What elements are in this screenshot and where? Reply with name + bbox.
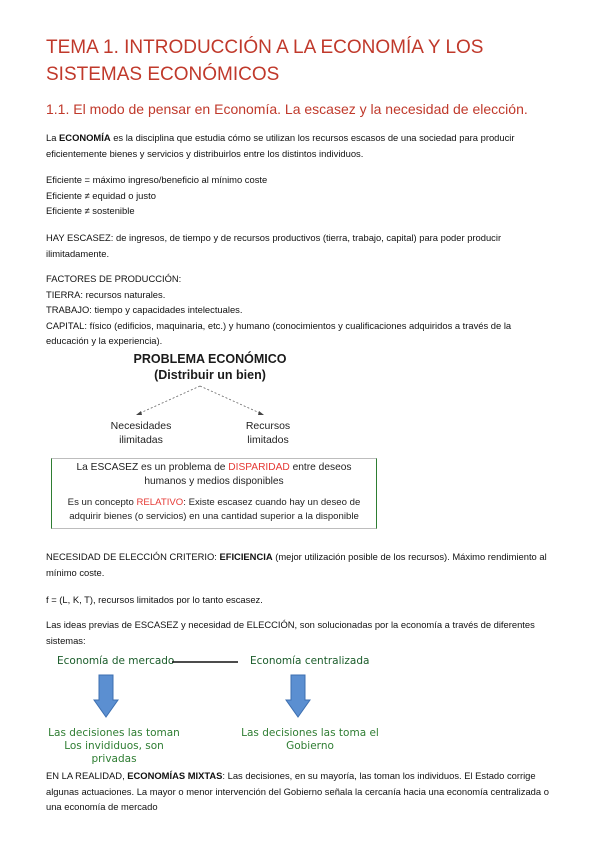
document-title: TEMA 1. INTRODUCCIÓN A LA ECONOMÍA Y LOS SISTEMAS ECONÓMICOS [46, 37, 484, 85]
factores-heading: FACTORES DE PRODUCCIÓN: [46, 273, 182, 284]
definition-item: Eficiente ≠ equidad o justo [46, 189, 156, 201]
intro-paragraph: La ECONOMÍA es la disciplina que estudia cómo se utilizan los recursos escasos de una sociedad para producir eficientemente bienes y servicios y distribuirlos entre los distintos individuos. [46, 132, 515, 159]
factor-item: TRABAJO: tiempo y capacidades intelectuales. [46, 304, 243, 315]
escasez-paragraph: HAY ESCASEZ: de ingresos, de tiempo y de recursos productivos (tierra, trabajo, capital) para poder producir ilimitadamente. [46, 232, 502, 259]
necesidad-paragraph: NECESIDAD DE ELECCIÓN CRITERIO: EFICIENCIA (mejor utilización posible de los recursos). Máximo rendimiento al mínimo coste. [46, 551, 547, 578]
diagram-branch-arrows [100, 384, 300, 420]
escasez-box: La ESCASEZ es un problema de DISPARIDAD entre deseos humanos y medios disponibles Es un concepto RELATIVO: Existe escasez cuando hay un deseo de adquirir bienes (o servicios) en una cantidad superior a la disponible [51, 458, 377, 529]
necesidades-label: Necesidades ilimitadas [110, 420, 172, 446]
definition-item: Eficiente ≠ sostenible [46, 205, 135, 216]
formula-line: f = (L, K, T), recursos limitados por lo tanto escasez. [46, 594, 263, 605]
economia-term: ECONOMÍA [59, 132, 111, 143]
section-subtitle: 1.1. El modo de pensar en Economía. La escasez y la necesidad de elección. [46, 101, 528, 117]
centralizada-description: Las decisiones las toma el Gobierno [241, 727, 379, 752]
factor-item: TIERRA: recursos naturales. [46, 288, 166, 300]
definitions-list [46, 172, 556, 219]
systems-connector-line [172, 660, 238, 664]
diagram-title: PROBLEMA ECONÓMICO (Distribuir un bien) [133, 352, 287, 382]
centralizada-down-arrow [285, 674, 311, 718]
ideas-paragraph: Las ideas previas de ESCASEZ y necesidad de ELECCIÓN, son solucionadas por la economía a través de diferentes sistemas: [46, 619, 535, 646]
mercado-description: Las decisiones las toman Los invididuos, son privadas [48, 727, 180, 765]
definition-item: Eficiente = máximo ingreso/beneficio al mínimo coste [46, 174, 268, 185]
factor-item: CAPITAL: físico (edificios, maquinaria, etc.) y humano (conocimientos y cualificaciones adquiridos a través de la educación y la experiencia). [46, 319, 512, 346]
realidad-paragraph: EN LA REALIDAD, ECONOMÍAS MIXTAS: Las decisiones, en su mayoría, las toman los individuos. El Estado corrige algunas actuaciones. La mayor o menor intervención del Gobierno señala la cercanía hacia una economía centralizada o una economía de mercado [46, 770, 549, 812]
mercado-down-arrow [93, 674, 119, 718]
centralizada-label: Economía centralizada [250, 655, 370, 667]
factores-list [46, 271, 556, 349]
mercado-label: Economía de mercado [57, 655, 175, 667]
recursos-label: Recursos limitados [245, 420, 291, 446]
